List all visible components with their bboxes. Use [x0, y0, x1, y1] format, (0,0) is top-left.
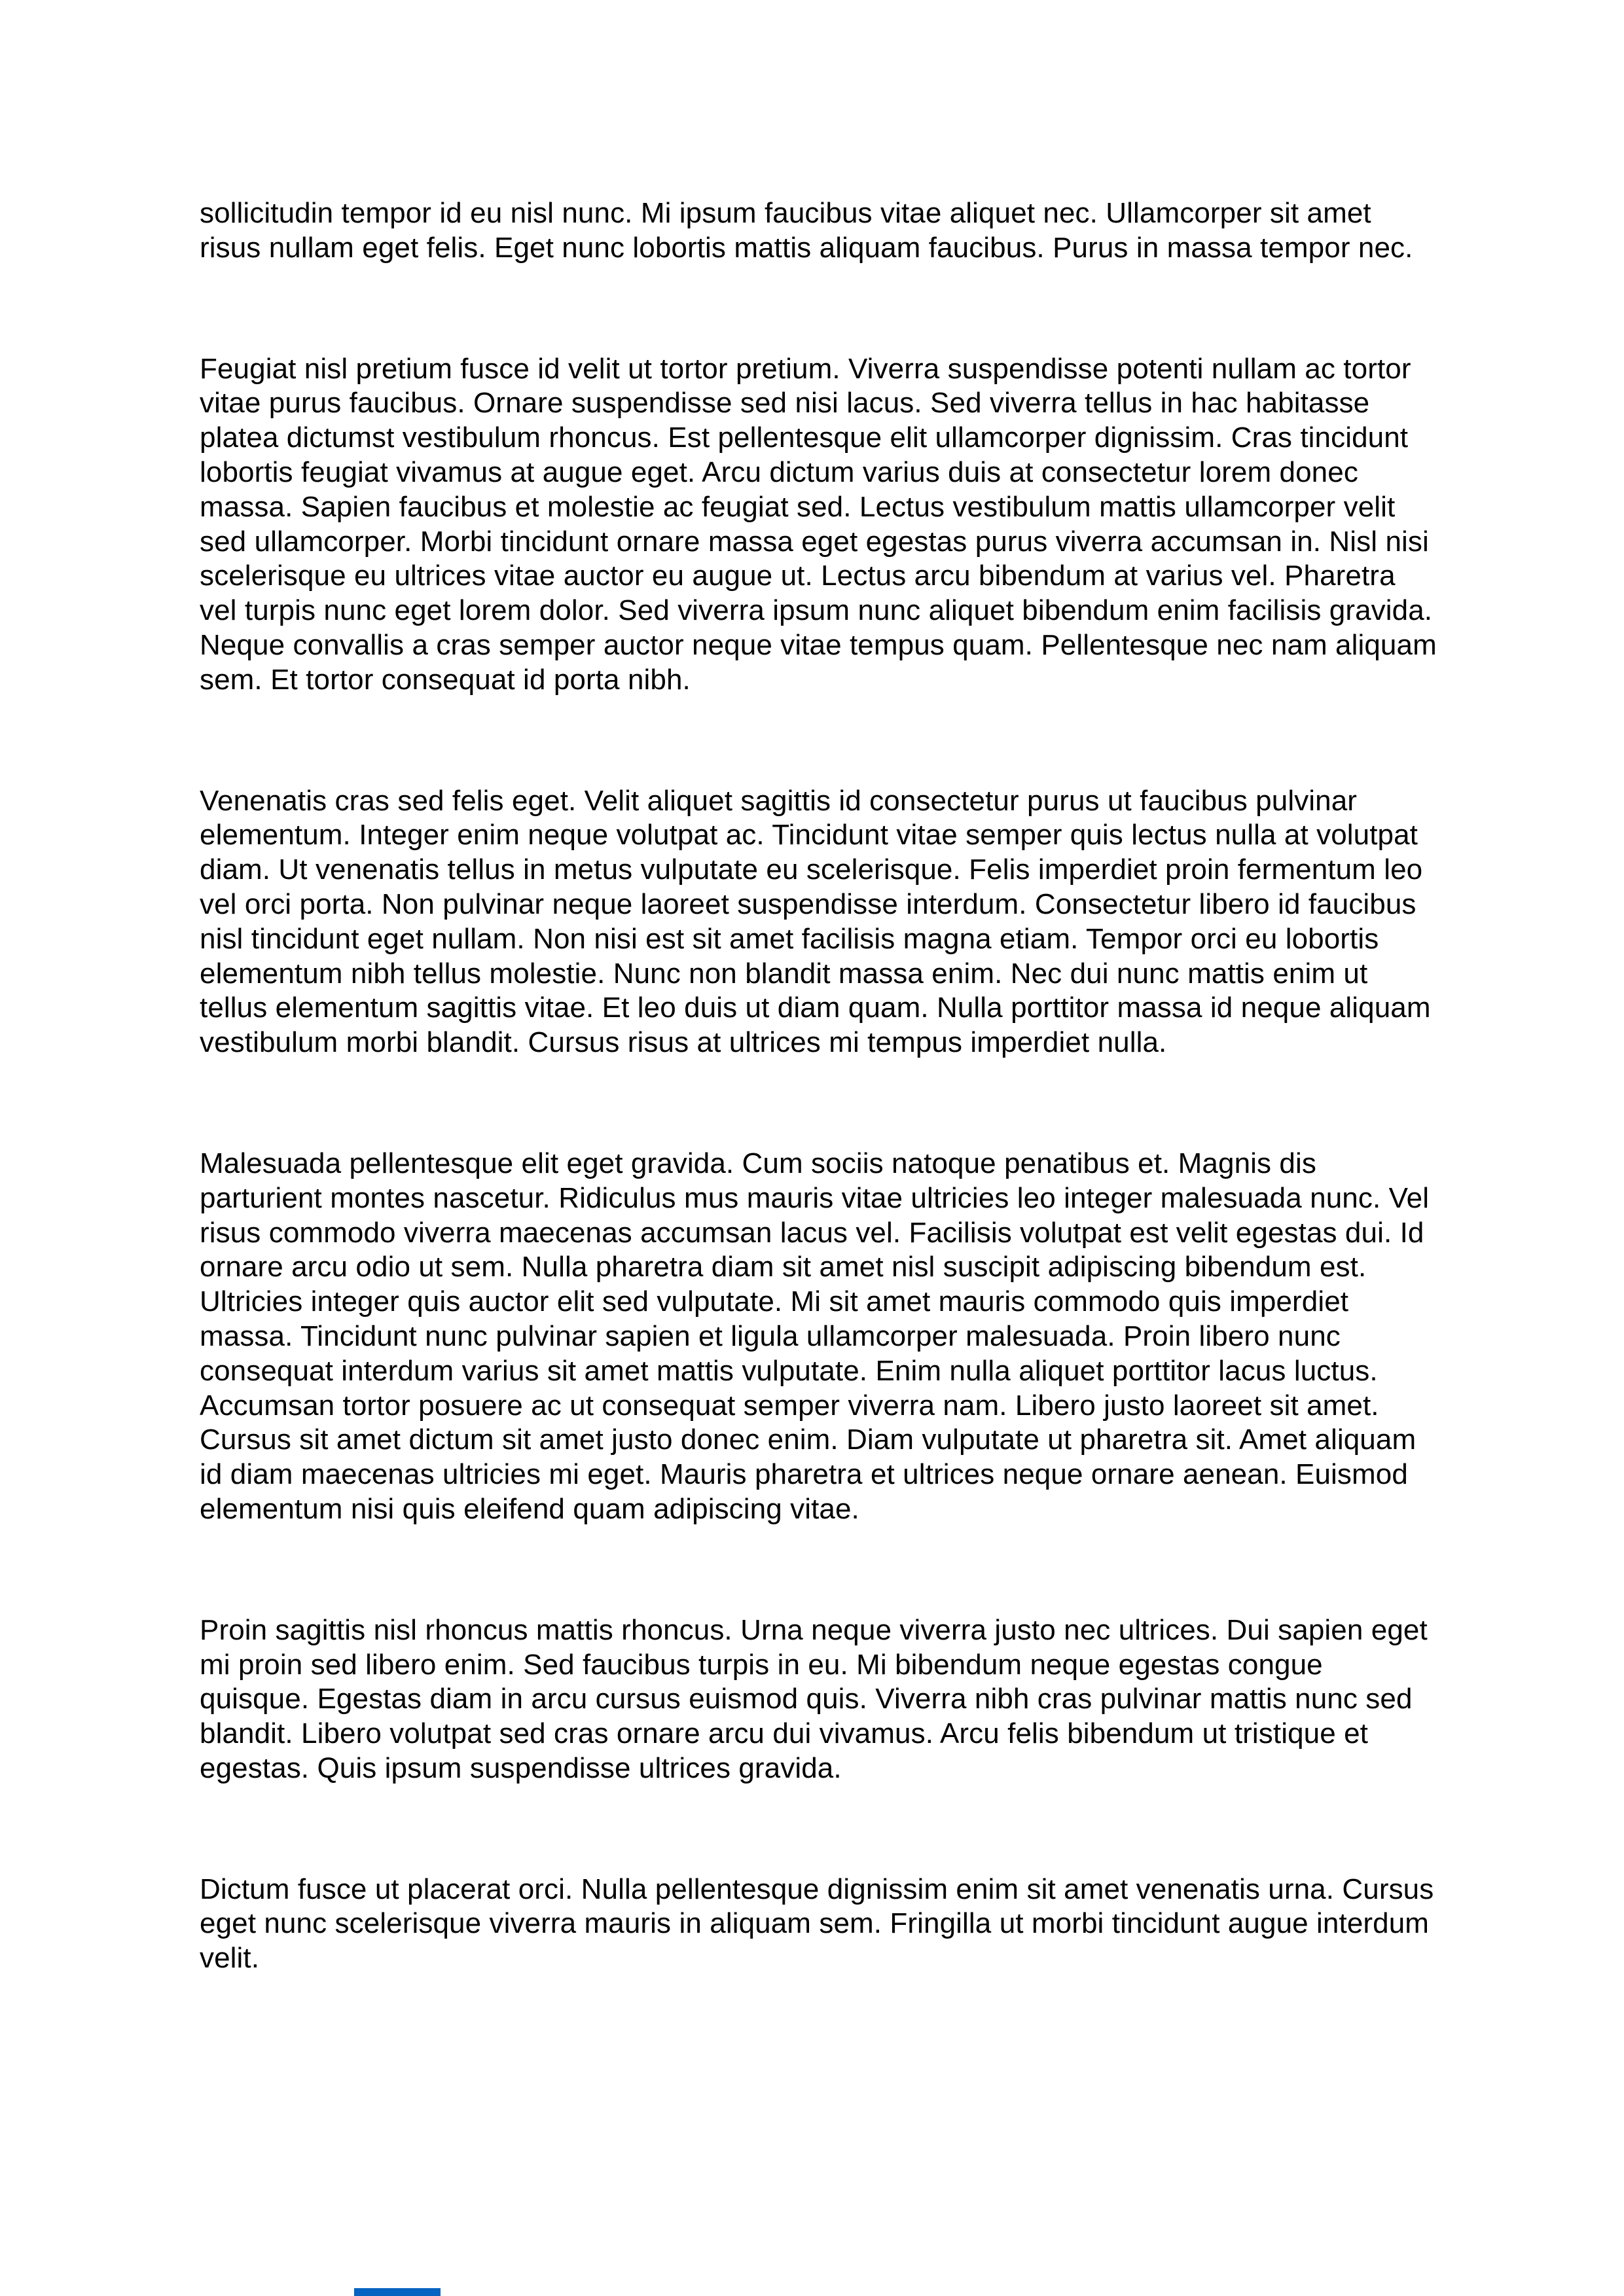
- paragraph: Dictum fusce ut placerat orci. Nulla pellentesque dignissim enim sit amet venenatis urna. Cursus eget nunc scelerisque viverra mauris in aliquam sem. Fringilla ut morbi tincidunt augue interdum velit.: [200, 1873, 1434, 1975]
- paragraph: Venenatis cras sed felis eget. Velit aliquet sagittis id consectetur purus ut faucibus pulvinar elementum. Integer enim neque volutpat ac. Tincidunt vitae semper quis lectus nulla at volutpat diam. Ut venenatis tellus in metus vulputate eu scelerisque. Felis imperdiet proin fermentum leo vel orci porta. Non pulvinar neque laoreet suspendisse interdum. Consectetur libero id faucibus nisl tincidunt eget nullam. Non nisi est sit amet facilisis magna etiam. Tempor orci eu lobortis elementum nibh tellus molestie. Nunc non blandit massa enim. Nec dui nunc mattis enim ut tellus elementum sagittis vitae. Et leo duis ut diam quam. Nulla porttitor massa id neque aliquam vestibulum morbi blandit. Cursus risus at ultrices mi tempus imperdiet nulla.: [200, 784, 1431, 1059]
- document-body: [200, 196, 1437, 1976]
- paragraph: sollicitudin tempor id eu nisl nunc. Mi ipsum faucibus vitae aliquet nec. Ullamcorper sit amet risus nullam eget felis. Eget nunc lobortis mattis aliquam faucibus. Purus in massa tempor nec.: [200, 197, 1413, 264]
- hyperlink-fragment-bar: [354, 2288, 441, 2296]
- paragraph: Feugiat nisl pretium fusce id velit ut tortor pretium. Viverra suspendisse potenti nullam ac tortor vitae purus faucibus. Ornare suspendisse sed nisi lacus. Sed viverra tellus in hac habitasse platea dictumst vestibulum rhoncus. Est pellentesque elit ullamcorper dignissim. Cras tincidunt lobortis feugiat vivamus at augue eget. Arcu dictum varius duis at consectetur lorem donec massa. Sapien faucibus et molestie ac feugiat sed. Lectus vestibulum mattis ullamcorper velit sed ullamcorper. Morbi tincidunt ornare massa eget egestas purus viverra accumsan in. Nisl nisi scelerisque eu ultrices vitae auctor eu augue ut. Lectus arcu bibendum at varius vel. Pharetra vel turpis nunc eget lorem dolor. Sed viverra ipsum nunc aliquet bibendum enim facilisis gravida. Neque convallis a cras semper auctor neque vitae tempus quam. Pellentesque nec nam aliquam sem. Et tortor consequat id porta nibh.: [200, 352, 1437, 696]
- paragraph: Proin sagittis nisl rhoncus mattis rhoncus. Urna neque viverra justo nec ultrices. Dui sapien eget mi proin sed libero enim. Sed faucibus turpis in eu. Mi bibendum neque egestas congue quisque. Egestas diam in arcu cursus euismod quis. Viverra nibh cras pulvinar mattis nunc sed blandit. Libero volutpat sed cras ornare arcu dui vivamus. Arcu felis bibendum ut tristique et egestas. Quis ipsum suspendisse ultrices gravida.: [200, 1613, 1428, 1784]
- paragraph: Malesuada pellentesque elit eget gravida. Cum sociis natoque penatibus et. Magnis dis parturient montes nascetur. Ridiculus mus mauris vitae ultricies leo integer malesuada nunc. Vel risus commodo viverra maecenas accumsan lacus vel. Facilisis volutpat est velit egestas dui. Id ornare arcu odio ut sem. Nulla pharetra diam sit amet nisl suscipit adipiscing bibendum est. Ultricies integer quis auctor elit sed vulputate. Mi sit amet mauris commodo quis imperdiet massa. Tincidunt nunc pulvinar sapien et ligula ullamcorper malesuada. Proin libero nunc consequat interdum varius sit amet mattis vulputate. Enim nulla aliquet porttitor lacus luctus. Accumsan tortor posuere ac ut consequat semper viverra nam. Libero justo laoreet sit amet. Cursus sit amet dictum sit amet justo donec enim. Diam vulputate ut pharetra sit. Amet aliquam id diam maecenas ultricies mi eget. Mauris pharetra et ultrices neque ornare aenean. Euismod elementum nisi quis eleifend quam adipiscing vitae.: [200, 1147, 1430, 1525]
- hyperlink-fragment[interactable]: [354, 2288, 441, 2296]
